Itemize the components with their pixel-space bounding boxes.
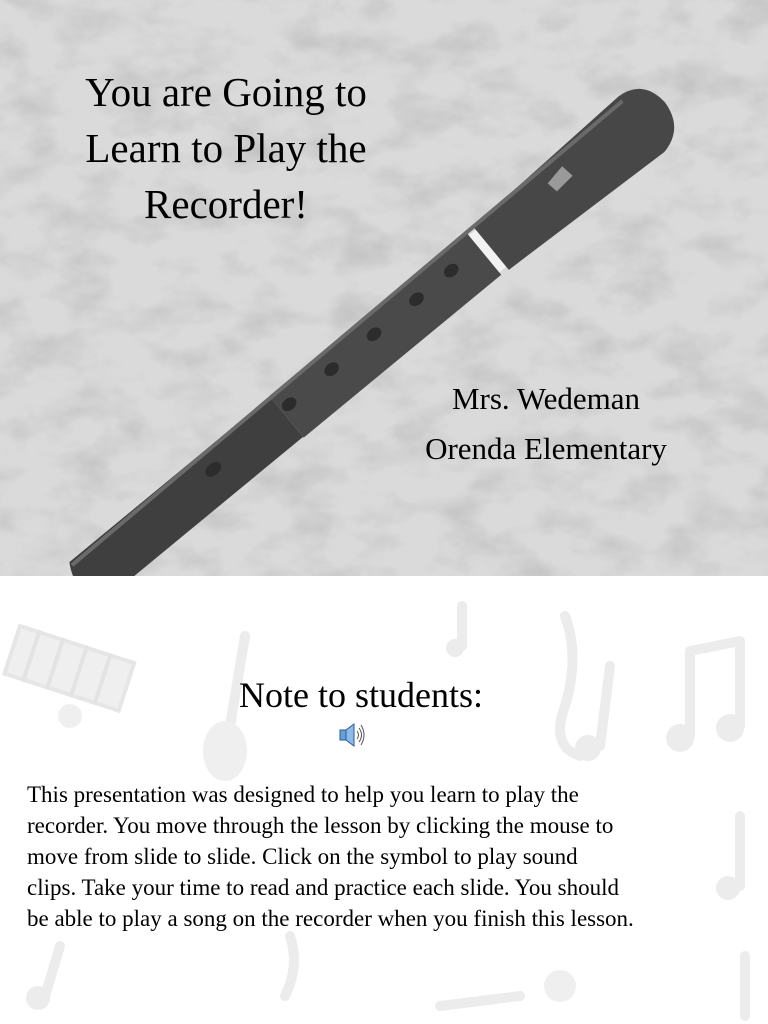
title-line: Learn to Play the [85,125,367,171]
note-line: This presentation was designed to help you learn to play the [27,782,579,807]
slide-note [0,576,768,1024]
slide-title-heading [40,64,412,232]
note-body [27,779,727,934]
note-line: clips. Take your time to read and practice each slide. You should [27,875,619,900]
title-line: Recorder! [144,181,308,227]
school-name: Orenda Elementary [425,431,667,466]
author-block [400,374,692,474]
note-line: move from slide to slide. Click on the symbol to play sound [27,844,578,869]
slide-note-heading: Note to students: [239,675,483,715]
title-line: You are Going to [85,69,367,115]
note-line: be able to play a song on the recorder when you finish this lesson. [27,906,634,931]
speaker-icon[interactable] [337,722,367,748]
note-line: recorder. You move through the lesson by clicking the mouse to [27,813,614,838]
author-name: Mrs. Wedeman [451,381,641,416]
